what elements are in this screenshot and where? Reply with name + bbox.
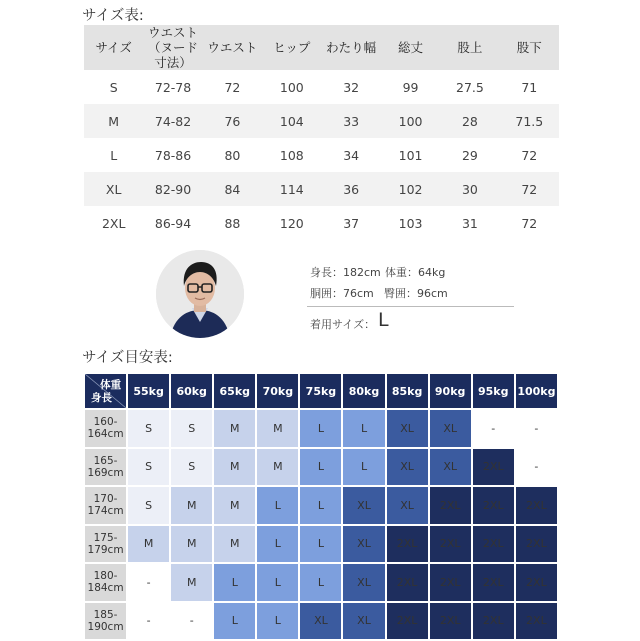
weight-header: 65kg: [214, 374, 255, 408]
size-value-cell: 88: [224, 215, 241, 231]
model-waist: 胴囲：76cm: [310, 287, 374, 300]
size-guide-cell: L: [300, 449, 341, 486]
size-guide-cell: -: [516, 449, 557, 486]
size-guide-corner: [85, 374, 126, 408]
model-hip: 臀囲：96cm: [384, 287, 448, 300]
size-value-cell: 71: [521, 79, 538, 95]
size-guide-cell: 2XL: [473, 603, 514, 640]
size-value-cell: 32: [343, 79, 360, 95]
header-length: 総丈: [398, 40, 424, 55]
model-portrait-icon: [156, 250, 244, 338]
size-value-cell: 80: [224, 147, 241, 163]
size-table-title: サイズ表:: [82, 8, 144, 24]
size-row: [84, 104, 559, 138]
size-guide-cell: XL: [387, 449, 428, 486]
size-guide-cell: -: [128, 564, 169, 601]
size-value-cell: 100: [398, 113, 423, 129]
size-guide-cell: XL: [430, 410, 471, 447]
model-divider: [307, 306, 514, 307]
size-value-cell: 30: [461, 181, 478, 197]
weight-header: 75kg: [300, 374, 341, 408]
size-value-cell: 100: [279, 79, 304, 95]
size-guide-table: [83, 372, 559, 641]
size-value-cell: 74-82: [154, 113, 192, 129]
header-hip: ヒップ: [273, 40, 311, 55]
size-value-cell: 84: [224, 181, 241, 197]
size-guide-cell: 2XL: [516, 564, 557, 601]
height-range-label: 165-169cm: [85, 449, 126, 486]
weight-header: 90kg: [430, 374, 471, 408]
size-guide-cell: M: [171, 564, 212, 601]
size-guide-cell: -: [128, 603, 169, 640]
size-guide-cell: M: [214, 449, 255, 486]
size-table: [84, 25, 559, 240]
size-guide-cell: M: [214, 526, 255, 563]
size-guide-cell: XL: [343, 487, 384, 524]
size-value-cell: 28: [461, 113, 478, 129]
size-guide-cell: 2XL: [473, 526, 514, 563]
size-guide-row: [85, 410, 557, 447]
size-guide-cell: XL: [387, 487, 428, 524]
size-guide-cell: 2XL: [387, 564, 428, 601]
size-label-cell: XL: [105, 181, 122, 197]
size-table-header-row: [84, 25, 559, 70]
size-guide-title: サイズ目安表:: [82, 350, 173, 366]
weight-header: 55kg: [128, 374, 169, 408]
size-guide-cell: L: [257, 603, 298, 640]
size-value-cell: 29: [461, 147, 478, 163]
size-value-cell: 82-90: [154, 181, 192, 197]
size-value-cell: 101: [398, 147, 423, 163]
size-guide-cell: L: [300, 564, 341, 601]
model-photo: [156, 250, 244, 338]
size-guide-cell: -: [516, 410, 557, 447]
size-value-cell: 86-94: [154, 215, 192, 231]
size-guide-cell: 2XL: [430, 526, 471, 563]
weight-header: 80kg: [343, 374, 384, 408]
size-value-cell: 36: [343, 181, 360, 197]
size-guide-cell: L: [300, 410, 341, 447]
size-guide-cell: XL: [343, 564, 384, 601]
size-row: [84, 138, 559, 172]
size-guide-cell: L: [343, 449, 384, 486]
size-guide-cell: S: [128, 487, 169, 524]
size-guide-cell: 2XL: [516, 526, 557, 563]
size-value-cell: 76: [224, 113, 241, 129]
size-guide-cell: S: [128, 449, 169, 486]
size-value-cell: 108: [279, 147, 304, 163]
size-value-cell: 72: [521, 147, 538, 163]
weight-axis-label: 体重: [100, 379, 122, 391]
size-value-cell: 72-78: [154, 79, 192, 95]
size-guide-row: [85, 603, 557, 640]
size-value-cell: 34: [343, 147, 360, 163]
size-guide-cell: M: [257, 410, 298, 447]
header-waist: ウエスト: [207, 40, 258, 55]
header-thigh: わたり幅: [326, 40, 377, 55]
height-range-label: 175-179cm: [85, 526, 126, 563]
size-guide-row: [85, 564, 557, 601]
size-guide-cell: M: [214, 487, 255, 524]
size-row: [84, 70, 559, 104]
size-value-cell: 120: [279, 215, 304, 231]
size-guide-cell: L: [257, 564, 298, 601]
size-guide-cell: L: [300, 487, 341, 524]
size-guide-cell: XL: [343, 603, 384, 640]
size-value-cell: 33: [343, 113, 360, 129]
size-guide-cell: L: [257, 487, 298, 524]
size-guide-cell: 2XL: [387, 526, 428, 563]
size-row: [84, 206, 559, 240]
size-guide-cell: S: [128, 410, 169, 447]
size-value-cell: 102: [398, 181, 423, 197]
fit-size-value: L: [378, 309, 389, 331]
size-guide-cell: XL: [387, 410, 428, 447]
size-guide-cell: L: [300, 526, 341, 563]
size-guide-cell: 2XL: [387, 603, 428, 640]
model-height: 身長：182cm: [310, 266, 381, 279]
size-guide-cell: L: [343, 410, 384, 447]
header-rise: 股上: [457, 40, 483, 55]
size-value-cell: 72: [521, 215, 538, 231]
size-value-cell: 27.5: [456, 79, 484, 95]
size-guide-row: [85, 526, 557, 563]
size-guide-cell: 2XL: [516, 487, 557, 524]
height-axis-label: 身長: [91, 392, 112, 404]
size-label-cell: L: [110, 147, 118, 163]
size-guide-cell: XL: [430, 449, 471, 486]
size-label-cell: S: [109, 79, 118, 95]
header-inseam: 股下: [516, 40, 542, 55]
size-guide-cell: XL: [300, 603, 341, 640]
size-guide-cell: 2XL: [473, 449, 514, 486]
weight-header: 95kg: [473, 374, 514, 408]
size-value-cell: 37: [343, 215, 360, 231]
weight-header: 85kg: [387, 374, 428, 408]
size-value-cell: 71.5: [515, 113, 544, 129]
size-guide-cell: 2XL: [473, 487, 514, 524]
size-value-cell: 104: [279, 113, 304, 129]
height-range-label: 160-164cm: [85, 410, 126, 447]
size-value-cell: 114: [279, 181, 304, 197]
size-guide-cell: M: [171, 526, 212, 563]
size-guide-cell: M: [171, 487, 212, 524]
size-value-cell: 72: [521, 181, 538, 197]
size-guide-row: [85, 449, 557, 486]
height-range-label: 170-174cm: [85, 487, 126, 524]
height-range-label: 185-190cm: [85, 603, 126, 640]
size-value-cell: 72: [224, 79, 241, 95]
height-range-label: 180-184cm: [85, 564, 126, 601]
size-guide-cell: 2XL: [430, 603, 471, 640]
size-value-cell: 31: [461, 215, 478, 231]
size-value-cell: 78-86: [154, 147, 192, 163]
size-label-cell: M: [108, 113, 120, 129]
size-label-cell: 2XL: [101, 215, 126, 231]
header-nude-waist: ウエスト （ヌード寸法）: [148, 25, 199, 70]
size-guide-cell: 2XL: [430, 487, 471, 524]
size-guide-cell: L: [257, 526, 298, 563]
size-guide-header-row: [85, 374, 557, 408]
size-guide-cell: -: [171, 603, 212, 640]
size-guide-cell: L: [214, 603, 255, 640]
size-value-cell: 99: [402, 79, 419, 95]
size-guide-cell: 2XL: [430, 564, 471, 601]
weight-header: 70kg: [257, 374, 298, 408]
size-row: [84, 172, 559, 206]
weight-header: 100kg: [516, 374, 557, 408]
size-guide-cell: S: [171, 410, 212, 447]
weight-header: 60kg: [171, 374, 212, 408]
size-guide-cell: S: [171, 449, 212, 486]
fit-size-label: 着用サイズ：: [310, 318, 376, 331]
size-guide-cell: M: [128, 526, 169, 563]
size-guide-cell: L: [214, 564, 255, 601]
size-guide-row: [85, 487, 557, 524]
size-guide-cell: XL: [343, 526, 384, 563]
size-guide-cell: -: [473, 410, 514, 447]
size-guide-cell: M: [214, 410, 255, 447]
header-size: サイズ: [95, 40, 132, 55]
size-guide-cell: 2XL: [516, 603, 557, 640]
size-guide-cell: M: [257, 449, 298, 486]
size-guide-cell: 2XL: [473, 564, 514, 601]
model-weight: 体重：64kg: [385, 266, 446, 279]
size-value-cell: 103: [398, 215, 423, 231]
